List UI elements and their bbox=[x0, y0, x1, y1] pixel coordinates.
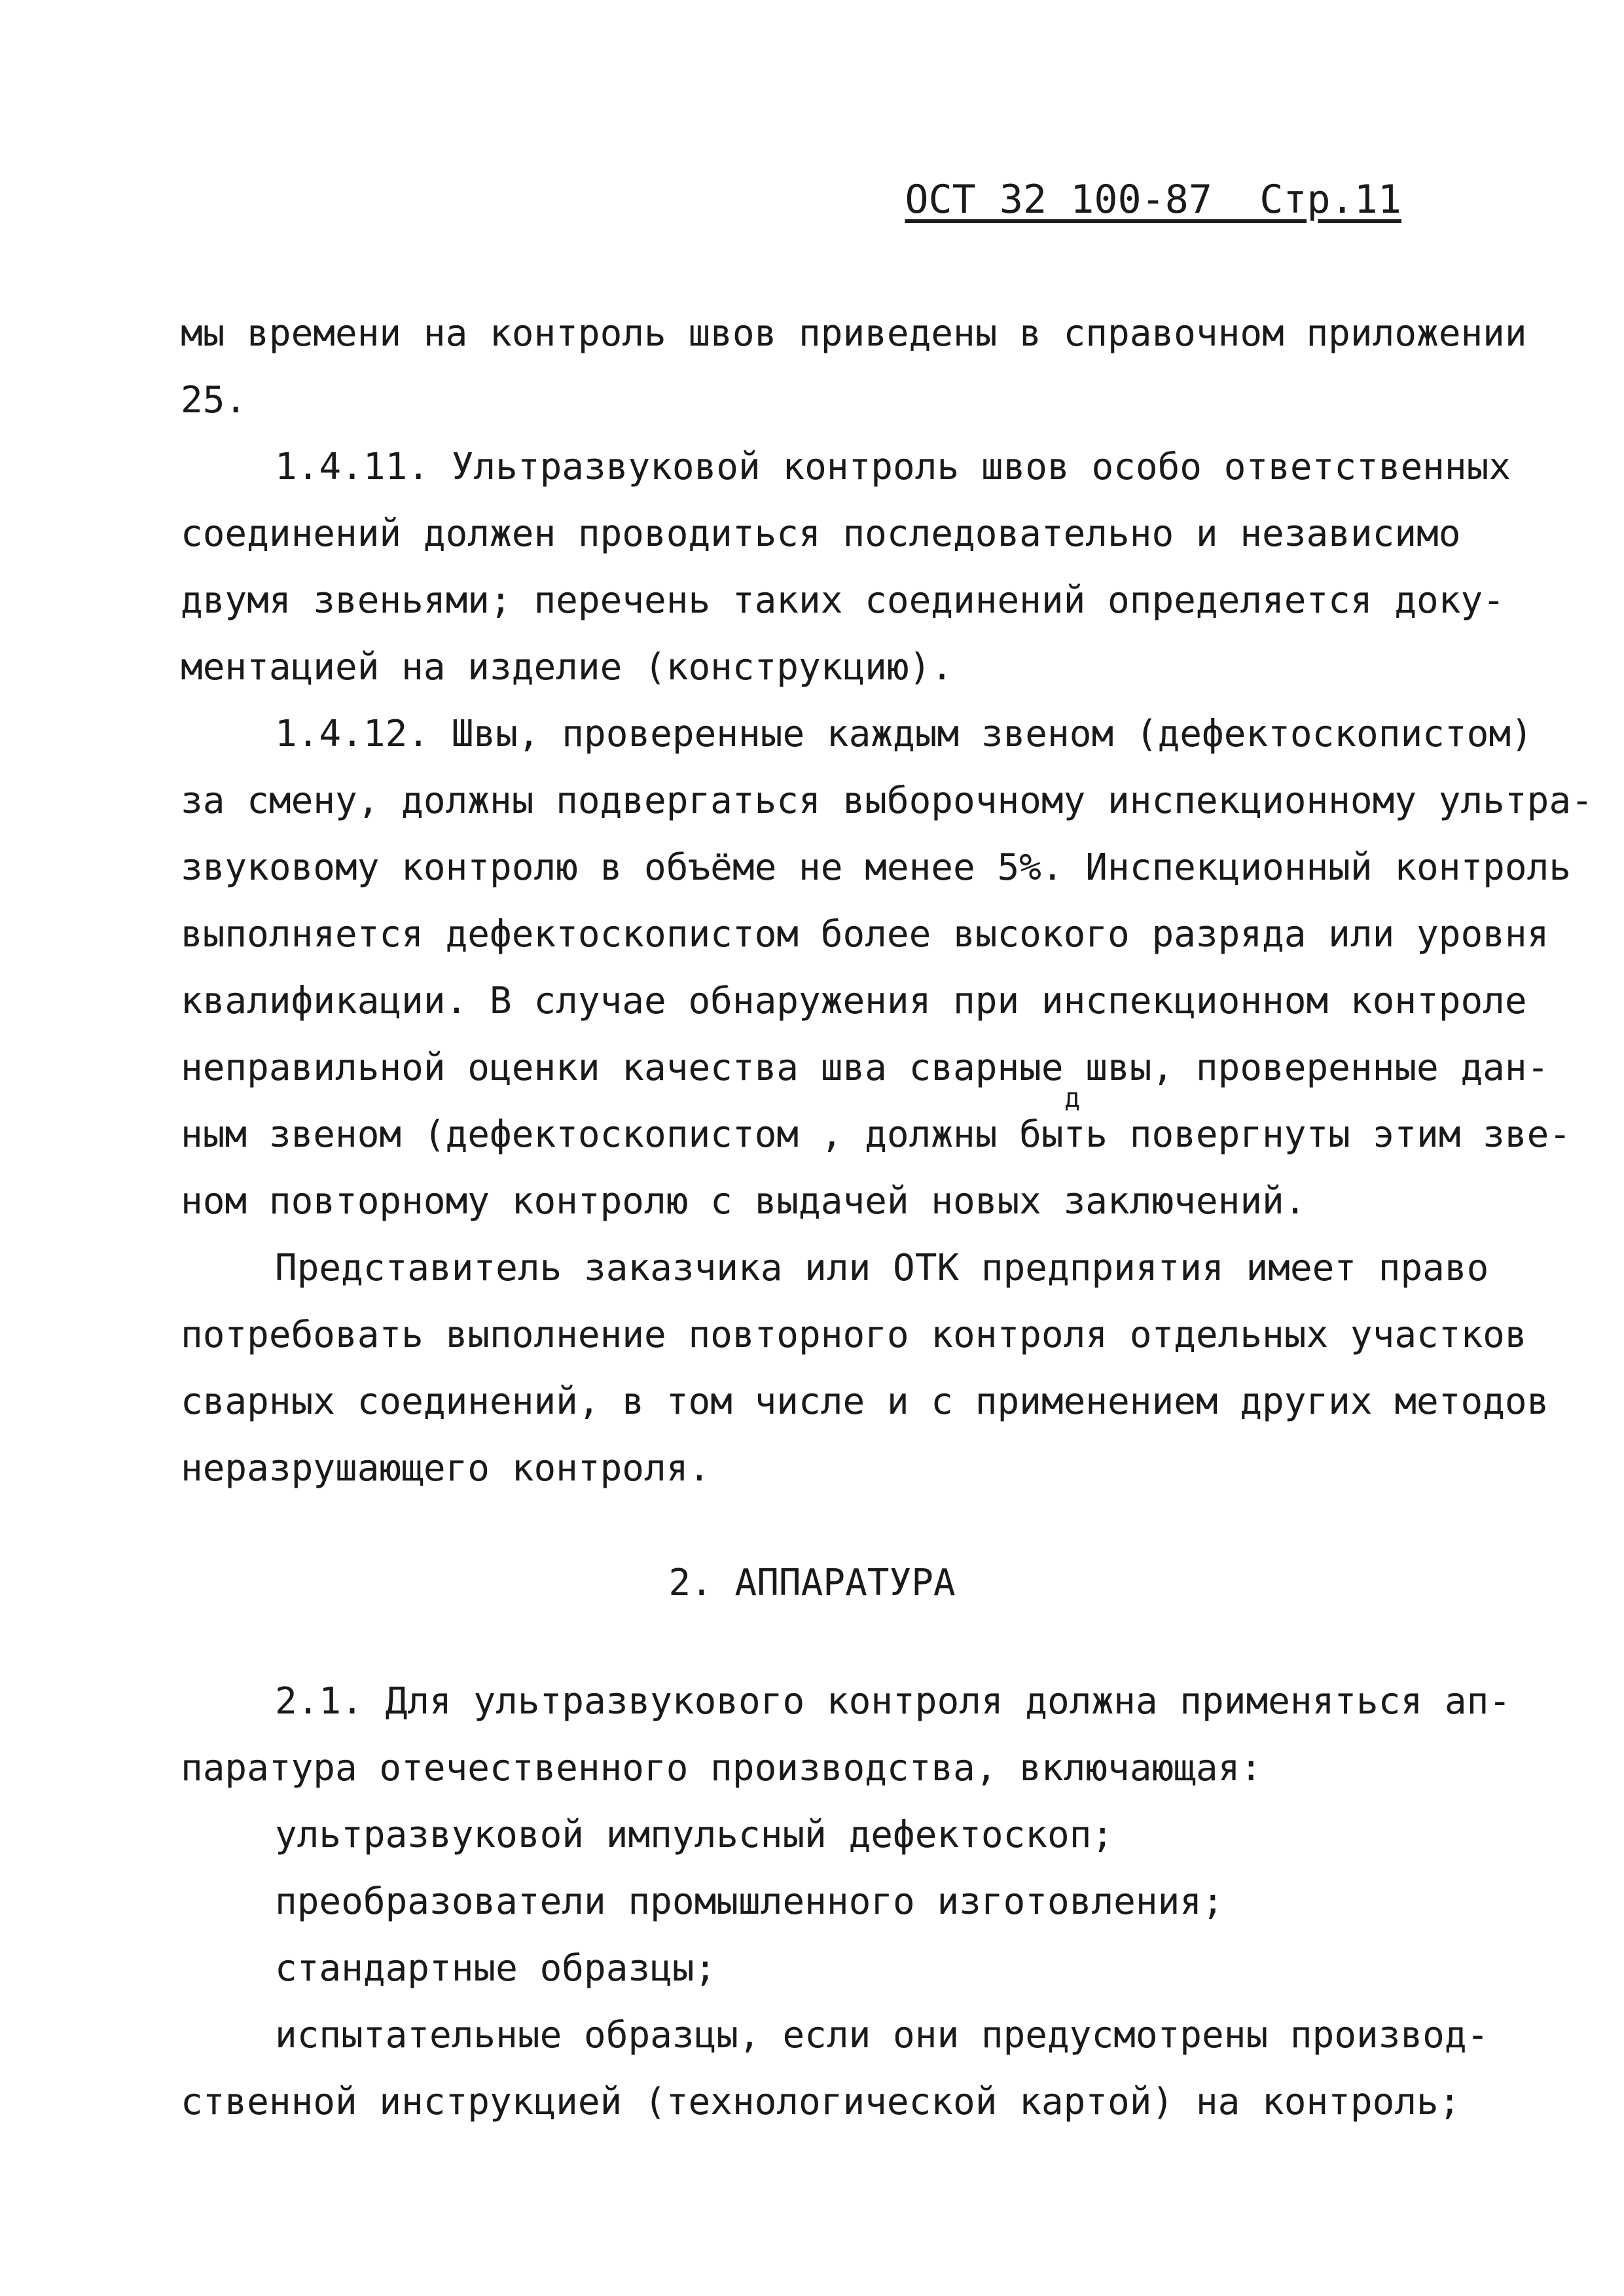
text-line: мы времени на контроль швов приведены в справочном приложении bbox=[181, 312, 1527, 355]
text-line: выполняется дефектоскопистом более высокого разряда или уровня bbox=[181, 913, 1549, 956]
handwritten-insert-mark: д bbox=[1064, 1083, 1081, 1113]
text-line: ном повторному контролю с выдачей новых заключений. bbox=[181, 1180, 1307, 1223]
text-line: соединений должен проводиться последовательно и независимо bbox=[181, 512, 1461, 555]
list-item: испытательные образцы, если они предусмотрены производ- bbox=[275, 2014, 1489, 2056]
text-line: 1.4.11. Ультразвуковой контроль швов особо ответственных bbox=[275, 446, 1511, 488]
text-line: потребовать выполнение повторного контроля отдельных участков bbox=[181, 1314, 1527, 1356]
text-line: Представитель заказчика или ОТК предприятия имеет право bbox=[275, 1247, 1489, 1289]
list-item: ультразвуковой импульсный дефектоскоп; bbox=[275, 1814, 1114, 1856]
text-line: звуковому контролю в объёме не менее 5%. Инспекционный контроль bbox=[181, 846, 1572, 889]
text-line: квалификации. В случае обнаружения при инспекционном контроле bbox=[181, 980, 1527, 1022]
section-heading: 2. АППАРАТУРА bbox=[668, 1562, 956, 1604]
page-header: ОСТ 32 100-87 Стр.11 bbox=[905, 177, 1401, 223]
text-line: сварных соединений, в том числе и с применением других методов bbox=[181, 1380, 1549, 1423]
text-line: ментацией на изделие (конструкцию). bbox=[181, 646, 954, 689]
text-line: 1.4.12. Швы, проверенные каждым звеном (дефектоскопистом) bbox=[275, 713, 1533, 755]
list-item: ственной инструкцией (технологической картой) на контроль; bbox=[181, 2081, 1461, 2123]
text-line: неправильной оценки качества шва сварные швы, проверенные дан- bbox=[181, 1047, 1549, 1089]
list-item: преобразователи промышленного изготовления; bbox=[275, 1880, 1224, 1923]
text-line: ным звеном (дефектоскопистом , должны быть повергнуты этим зве- bbox=[181, 1113, 1572, 1156]
text-line: двумя звеньями; перечень таких соединений определяется доку- bbox=[181, 579, 1505, 622]
text-line: 2.1. Для ультразвукового контроля должна применяться ап- bbox=[275, 1680, 1511, 1723]
text-line: паратура отечественного производства, включающая: bbox=[181, 1747, 1263, 1789]
list-item: стандартные образцы; bbox=[275, 1947, 717, 1990]
text-line: неразрушающего контроля. bbox=[181, 1447, 711, 1490]
text-line: 25. bbox=[181, 379, 247, 422]
text-line: за смену, должны подвергаться выборочному инспекционному ультра- bbox=[181, 780, 1593, 822]
